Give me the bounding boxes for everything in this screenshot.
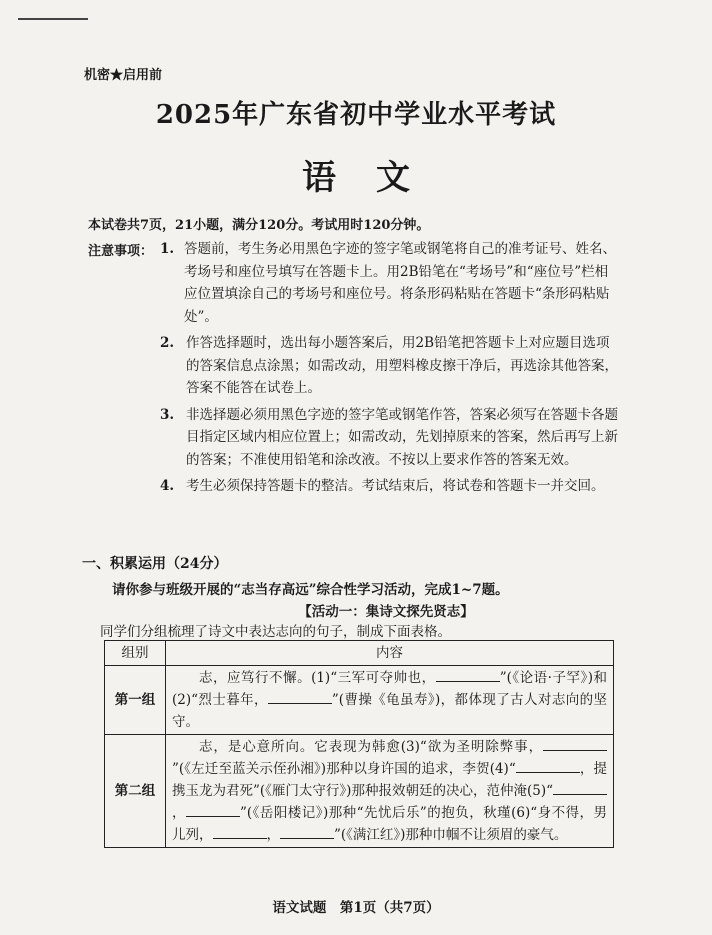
answer-blank[interactable]	[516, 758, 580, 773]
note-number: 1.	[160, 241, 175, 257]
answer-blank[interactable]	[553, 780, 607, 795]
answer-blank[interactable]	[213, 824, 267, 839]
header-rule	[18, 18, 88, 20]
section-intro: 请你参与班级开展的“志当存高远”综合性学习活动，完成1~7题。	[112, 582, 509, 598]
content-text: 志，是心意所向。它表现为韩愈(3)“欲为圣明除弊事，	[199, 739, 543, 755]
answer-blank[interactable]	[280, 824, 334, 839]
content-text: ，	[266, 827, 280, 843]
group-cell: 第一组	[105, 666, 166, 735]
note-item	[160, 332, 618, 400]
table-row	[105, 666, 614, 735]
group-cell: 第二组	[105, 735, 166, 848]
note-text: 答题前，考生务必用黑色字迹的签字笔或钢笔将自己的准考证号、姓名、考场号和座位号填写在答题卡上。用2B铅笔在“考场号”和“座位号”栏相应位置填涂自己的考场号和座位号。将条形码粘贴在答题卡“条形码粘贴处”。	[184, 241, 616, 325]
note-number: 3.	[160, 406, 175, 423]
secret-label: 机密★启用前	[84, 68, 163, 83]
content-text: ”(曹操《龟虽寿》)，都体现了古人对志向的坚守。	[172, 692, 607, 730]
table-row	[105, 735, 614, 848]
note-text: 考生必须保持答题卡的整洁。考试结束后，将试卷和答题卡一并交回。	[186, 478, 605, 494]
note-number: 2.	[160, 335, 175, 351]
content-text: ”(《左迁至蓝关示侄孙湘》)那种以身许国的追求，李贺(4)“	[172, 761, 516, 777]
answer-blank[interactable]	[268, 689, 332, 704]
content-cell	[166, 735, 614, 848]
content-table	[104, 640, 614, 848]
page-footer: 语文试题 第1页（共7页）	[272, 900, 440, 916]
activity-heading: 【活动一：集诗文探先贤志】	[298, 604, 474, 620]
answer-blank[interactable]	[543, 736, 607, 751]
content-cell	[166, 666, 614, 735]
content-text: ，	[172, 805, 186, 821]
exam-info: 本试卷共7页，21小题，满分120分。考试用时120分钟。	[88, 218, 430, 233]
content-text: ”(《论语·子罕》)和(2)“烈士暮年，	[172, 670, 607, 708]
section-heading: 一、积累运用（24分）	[82, 556, 228, 572]
note-item	[160, 404, 618, 472]
answer-blank[interactable]	[186, 802, 240, 817]
page-title: 2025年广东省初中学业水平考试	[155, 100, 557, 130]
notes-label: 注意事项：	[88, 244, 154, 259]
answer-blank[interactable]	[436, 667, 500, 682]
table-header-row	[105, 641, 614, 666]
column-header-group: 组别	[105, 641, 166, 666]
content-text: ，提携玉龙为君死”(《雁门太守行》)那种报效朝廷的决心，范仲淹(5)“	[172, 761, 607, 799]
note-number: 4.	[160, 478, 175, 494]
note-text: 作答选择题时，选出每小题答案后，用2B铅笔把答题卡上对应题目选项的答案信息点涂黑；如需改动，用塑料橡皮擦干净后，再选涂其他答案，答案不能答在试卷上。	[186, 335, 618, 396]
notes-list	[160, 238, 618, 502]
content-text: 志，应笃行不懈。(1)“三军可夺帅也，	[199, 670, 436, 686]
note-item	[160, 238, 618, 328]
activity-description: 同学们分组梳理了诗文中表达志向的句子，制成下面表格。	[100, 624, 451, 640]
subject-title: 语文	[302, 158, 450, 198]
note-item	[160, 475, 618, 498]
content-text: ”(《岳阳楼记》)那种“先忧后乐”的抱负，秋瑾(6)“身不得，男儿列，	[172, 805, 608, 843]
column-header-content: 内容	[166, 641, 614, 666]
content-text: ”(《满江红》)那种巾帼不让须眉的豪气。	[334, 827, 568, 843]
note-text: 非选择题必须用黑色字迹的签字笔或钢笔作答，答案必须写在答题卡各题目指定区域内相应位置上；如需改动，先划掉原来的答案，然后再写上新的答案；不准使用铅笔和涂改液。不按以上要求作答的答案无效。	[186, 406, 618, 468]
